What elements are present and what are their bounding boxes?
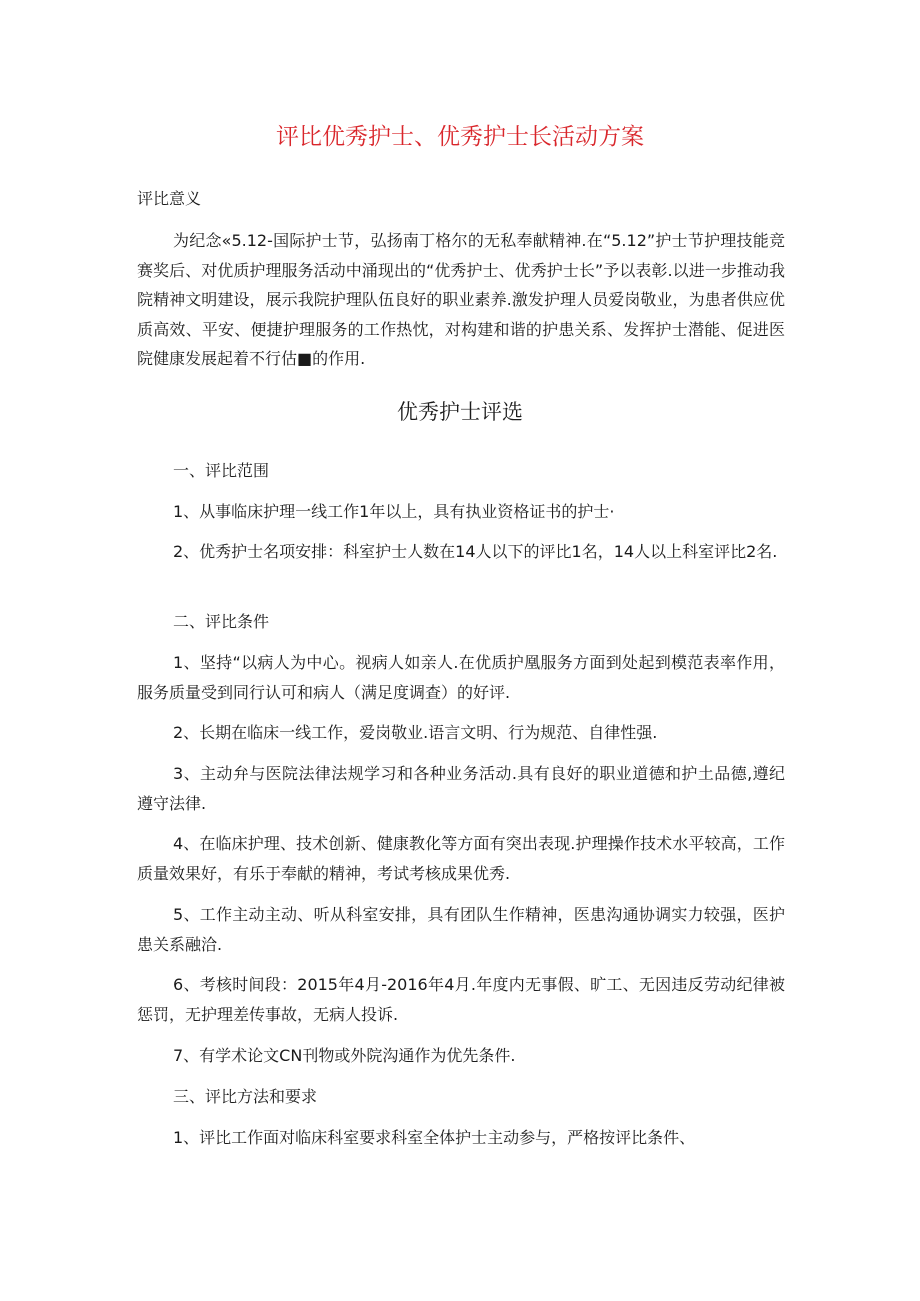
section-title: 优秀护士评选 xyxy=(397,400,523,424)
intro-paragraph: 为纪念«5.12-国际护士节，弘扬南丁格尔的无私奉献精神.在“5.12”护士节护理技能竞赛奖后、对优质护理服务活动中涌现出的“优秀护士、优秀护士长”予以表彰.以进一步推动我院精神文明建设，展示我院护理队伍良好的职业素养.激发护理人员爱岗敬业，为患者供应优质高效、平安、便捷护理服务的工作热忱，对构建和谐的护患关系、发挥护士潜能、促进医院健康发展起着不行估■的作用. xyxy=(137,231,785,369)
condition-item-7: 7、有学术论文CN刊物或外院沟通作为优先条件. xyxy=(173,1046,516,1065)
meaning-heading: 评比意义 xyxy=(137,189,202,208)
method-heading: 三、评比方法和要求 xyxy=(173,1087,318,1106)
condition-item-3: 3、主动弁与医院法律法规学习和各种业务活动.具有良好的职业道德和护土品德,遵纪遵守法律. xyxy=(137,764,785,813)
condition-item-4: 4、在临床护理、技术创新、健康教化等方面有突出表现.护理操作技术水平较高，工作质量效果好，有乐于奉献的精神，考试考核成果优秀. xyxy=(137,834,785,883)
conditions-heading: 二、评比条件 xyxy=(173,612,270,631)
condition-item-2: 2、长期在临床一线工作，爱岗敬业.语言文明、行为规范、自律性强. xyxy=(173,723,658,742)
condition-item-6: 6、考核时间段：2015年4月-2016年4月.年度内无事假、旷工、无因违反劳动纪律被惩罚，无护理差传事故，无病人投诉. xyxy=(137,975,785,1024)
condition-item-1: 1、坚持“以病人为中心。视病人如亲人.在优质护凰服务方面到处起到模范表率作用，服务质量受到同行认可和病人（满足度调查）的好评. xyxy=(137,653,785,702)
method-item-1: 1、评比工作面对临床科室要求科室全体护士主动参与，严格按评比条件、 xyxy=(173,1128,696,1147)
scope-item-1: 1、从事临床护理一线工作1年以上，具有执业资格证书的护士· xyxy=(173,502,615,521)
condition-item-5: 5、工作主动主动、听从科室安排，具有团队生作精神，医患沟通协调实力较强，医护患关系融洽. xyxy=(137,905,785,954)
document-title: 评比优秀护士、优秀护士长活动方案 xyxy=(276,124,644,150)
scope-item-2: 2、优秀护士名项安排：科室护士人数在14人以下的评比1名，14人以上科室评比2名. xyxy=(173,542,778,561)
scope-heading: 一、评比范围 xyxy=(173,461,270,480)
